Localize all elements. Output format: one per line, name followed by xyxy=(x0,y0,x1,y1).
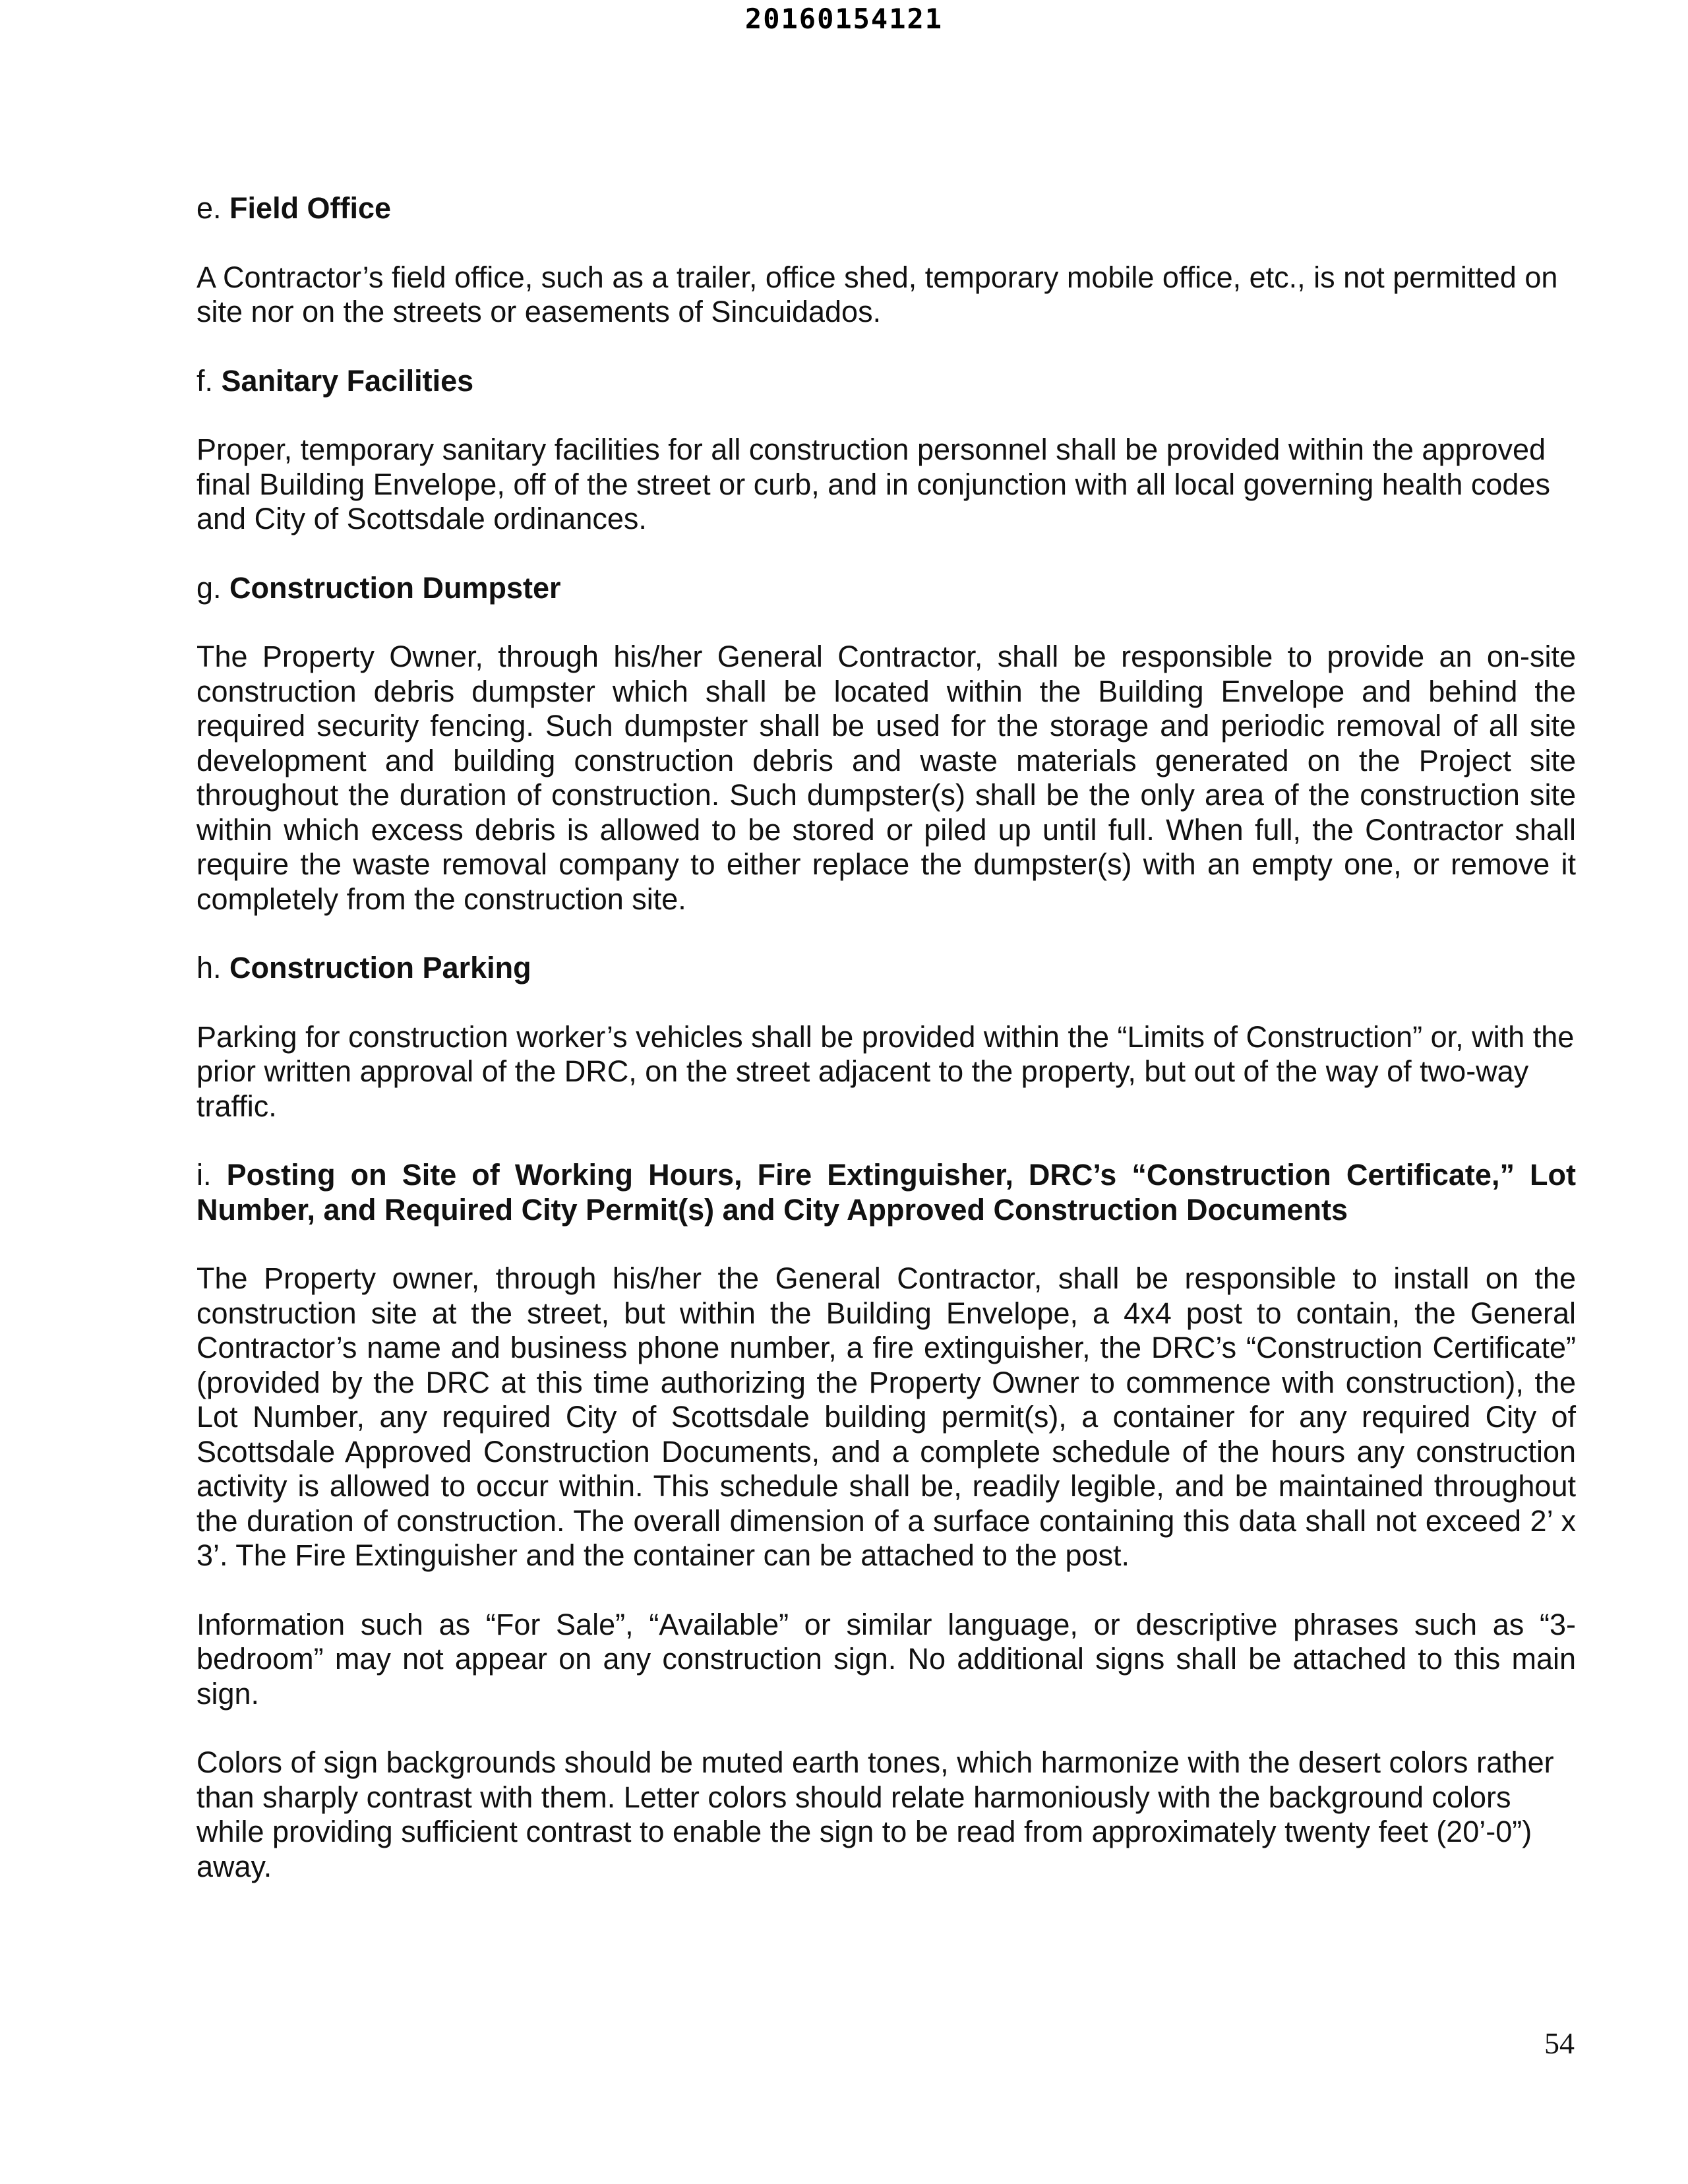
section-letter: h. xyxy=(196,951,222,985)
section-heading-construction-parking xyxy=(196,951,1576,986)
section-letter: f. xyxy=(196,363,214,398)
section-title: Posting on Site of Working Hours, Fire Extinguisher, DRC’s “Construction Certificate,” Lot Number, and Required City Permit(s) and City Approved Construction Documents xyxy=(196,1158,1576,1227)
section-paragraph: Parking for construction worker’s vehicles shall be provided within the “Limits of Construction” or, with the prior written approval of the DRC, on the street adjacent to the property, but out of the way of two-way traffic. xyxy=(196,1019,1575,1123)
section-paragraph: The Property Owner, through his/her General Contractor, shall be responsible to provide an on-site construction debris dumpster which shall be located within the Building Envelope and behind the required security fencing. Such dumpster shall be used for the storage and periodic removal of all site development and building construction debris and waste materials generated on the Project site throughout the duration of construction. Such dumpster(s) shall be the only area of the construction site within which excess debris is allowed to be stored or piled up until full. When full, the Contractor shall require the waste removal company to either replace the dumpster(s) with an empty one, or remove it completely from the construction site. xyxy=(196,640,1576,916)
section-heading-construction-dumpster xyxy=(196,571,1576,606)
section-letter: e. xyxy=(196,191,222,225)
section-paragraph: Colors of sign backgrounds should be muted earth tones, which harmonize with the desert colors rather than sharply contrast with them. Letter colors should relate harmoniously with the background colors while providing sufficient contrast to enable the sign to be read from approximately twenty feet (20’-0”) away. xyxy=(196,1745,1554,1883)
section-heading-posting-on-site xyxy=(196,1158,1576,1227)
document-number: 20160154121 xyxy=(744,3,944,35)
section-heading-sanitary-facilities xyxy=(196,364,1576,399)
section-paragraph: A Contractor’s field office, such as a trailer, office shed, temporary mobile office, etc., is not permitted on site nor on the streets or easements of Sincuidados. xyxy=(196,260,1558,328)
section-letter: i. xyxy=(196,1158,212,1192)
document-body xyxy=(196,191,1576,1918)
section-title: Sanitary Facilities xyxy=(221,363,474,398)
section-title: Construction Dumpster xyxy=(229,570,561,605)
section-letter: g. xyxy=(196,570,222,605)
section-heading-field-office xyxy=(196,191,1576,226)
section-title: Field Office xyxy=(229,191,392,225)
section-paragraph: The Property owner, through his/her the General Contractor, shall be responsible to install on the construction site at the street, but within the Building Envelope, a 4x4 post to contain, the General Contractor’s name and business phone number, a fire extinguisher, the DRC’s “Construction Certificate” (provided by the DRC at this time authorizing the Property Owner to commence with construction), the Lot Number, any required City of Scottsdale building permit(s), a container for any required City of Scottsdale Approved Construction Documents, and a complete schedule of the hours any construction activity is allowed to occur within. This schedule shall be, readily legible, and be maintained throughout the duration of construction. The overall dimension of a surface containing this data shall not exceed 2’ x 3’. The Fire Extinguisher and the container can be attached to the post. xyxy=(196,1261,1576,1572)
section-paragraph: Information such as “For Sale”, “Available” or similar language, or descriptive phrases such as “3-bedroom” may not appear on any construction sign. No additional signs shall be attached to this main sign. xyxy=(196,1607,1576,1711)
page-number: 54 xyxy=(1544,2026,1575,2060)
section-paragraph: Proper, temporary sanitary facilities for all construction personnel shall be provided within the approved final Building Envelope, off of the street or curb, and in conjunction with all local governing health codes and City of Scottsdale ordinances. xyxy=(196,433,1550,535)
section-title: Construction Parking xyxy=(229,951,531,985)
